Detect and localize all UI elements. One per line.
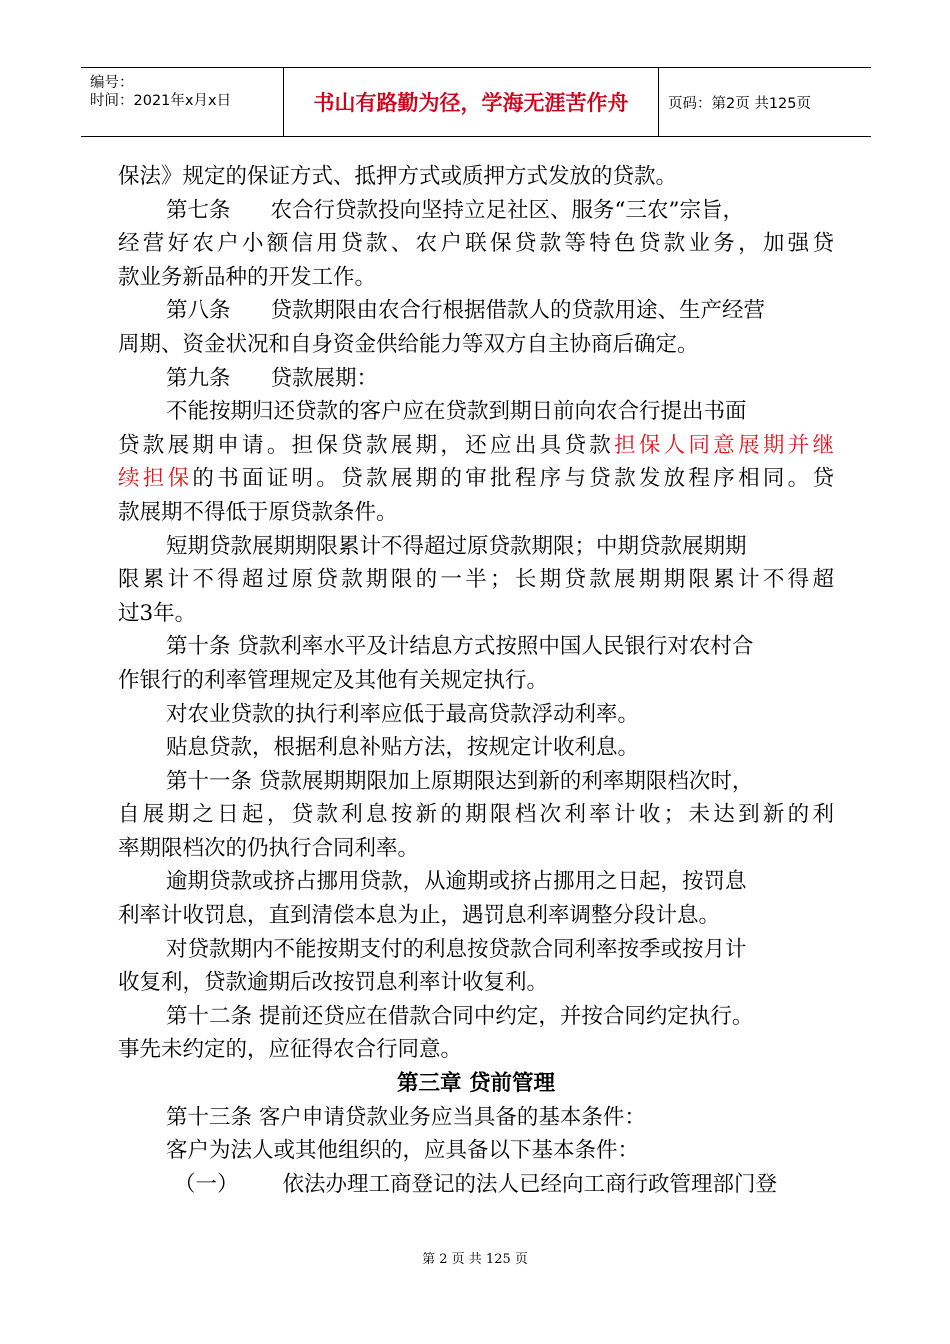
text-line [118, 462, 834, 496]
text-line: 款业务新品种的开发工作。 [118, 264, 377, 290]
text-line: 经营好农户小额信用贷款、农户联保贷款等特色贷款业务，加强贷 [118, 231, 834, 257]
text-line: 对贷款期内不能按期支付的利息按贷款合同利率按季或按月计 [166, 936, 747, 962]
text-segment: 的书面证明。贷款展期的审批程序与贷款发放程序相同。贷 [192, 466, 834, 492]
highlighted-text: 担保人同意展期并继 [614, 432, 834, 458]
text-segment: 贷款展期申请。担保贷款展期，还应出具贷款 [118, 432, 615, 458]
text-line: 保法》规定的保证方式、抵押方式或质押方式发放的贷款。 [118, 164, 678, 189]
highlighted-text: 续担保 [118, 466, 193, 492]
list-marker: （一） [174, 1171, 239, 1197]
text-line: 款展期不得低于原贷款条件。 [118, 499, 398, 525]
text-line: 对农业贷款的执行利率应低于最高贷款浮动利率。 [166, 701, 640, 727]
text-line: 逾期贷款或挤占挪用贷款，从逾期或挤占挪用之日起，按罚息 [166, 869, 747, 895]
text-line: 事先未约定的，应征得农合行同意。 [118, 1037, 463, 1063]
text-segment: 农合行贷款投向坚持立足社区、服务“三农”宗旨， [270, 197, 745, 223]
doc-code-label: 编号： [90, 75, 134, 91]
document-body [118, 160, 834, 1201]
text-line: 短期贷款展期期限累计不得超过原贷款期限；中期贷款展期期 [166, 533, 747, 559]
article-number: 第八条 [166, 298, 231, 324]
text-line: 第十二条 提前还贷应在借款合同中约定，并按合同约定执行。 [166, 1003, 754, 1029]
article-8-heading [118, 294, 834, 328]
text-line: 率期限档次的仍执行合同利率。 [118, 835, 420, 861]
page-footer: 第 2 页 共 125 页 [422, 1252, 528, 1267]
article-number: 第七条 [166, 197, 231, 223]
article-9-heading [118, 362, 834, 396]
text-line: 第十条 贷款利率水平及计结息方式按照中国人民银行对农村合 [166, 634, 754, 660]
doc-date-label: 时间：2021年x月x日 [90, 93, 232, 109]
article-7-heading [118, 194, 834, 228]
text-line: 利率计收罚息，直到清偿本息为止，遇罚息利率调整分段计息。 [118, 903, 721, 929]
text-line [118, 429, 834, 463]
text-line: 不能按期归还贷款的客户应在贷款到期日前向农合行提出书面 [166, 399, 747, 425]
header-meta [81, 68, 283, 136]
text-line: 限累计不得超过原贷款期限的一半；长期贷款展期期限累计不得超 [118, 567, 834, 593]
page-header [81, 67, 871, 137]
text-segment: 依法办理工商登记的法人已经向工商行政管理部门登 [282, 1171, 778, 1197]
text-line: 自展期之日起，贷款利息按新的期限档次利率计收；未达到新的利 [118, 802, 834, 828]
list-item [118, 1168, 834, 1202]
text-line: 周期、资金状况和自身资金供给能力等双方自主协商后确定。 [118, 331, 699, 357]
text-line: 作银行的利率管理规定及其他有关规定执行。 [118, 667, 549, 693]
article-number: 第九条 [166, 365, 231, 391]
text-segment: 贷款期限由农合行根据借款人的贷款用途、生产经营 [270, 298, 766, 324]
chapter-heading: 第三章 贷前管理 [397, 1071, 555, 1097]
text-line: 第十三条 客户申请贷款业务应当具备的基本条件： [166, 1104, 646, 1130]
header-motto: 书山有路勤为径，学海无涯苦作舟 [283, 68, 659, 136]
header-page-info: 页码：第2页 共125页 [668, 95, 812, 112]
text-line: 过3年。 [118, 600, 197, 626]
text-line: 客户为法人或其他组织的，应具备以下基本条件： [166, 1138, 640, 1164]
text-line: 贴息贷款，根据利息补贴方法，按规定计收利息。 [166, 735, 640, 761]
text-segment: 贷款展期： [270, 365, 379, 391]
text-line: 第十一条 贷款展期期限加上原期限达到新的利率期限档次时， [166, 768, 754, 794]
text-line: 收复利，贷款逾期后改按罚息利率计收复利。 [118, 970, 549, 996]
